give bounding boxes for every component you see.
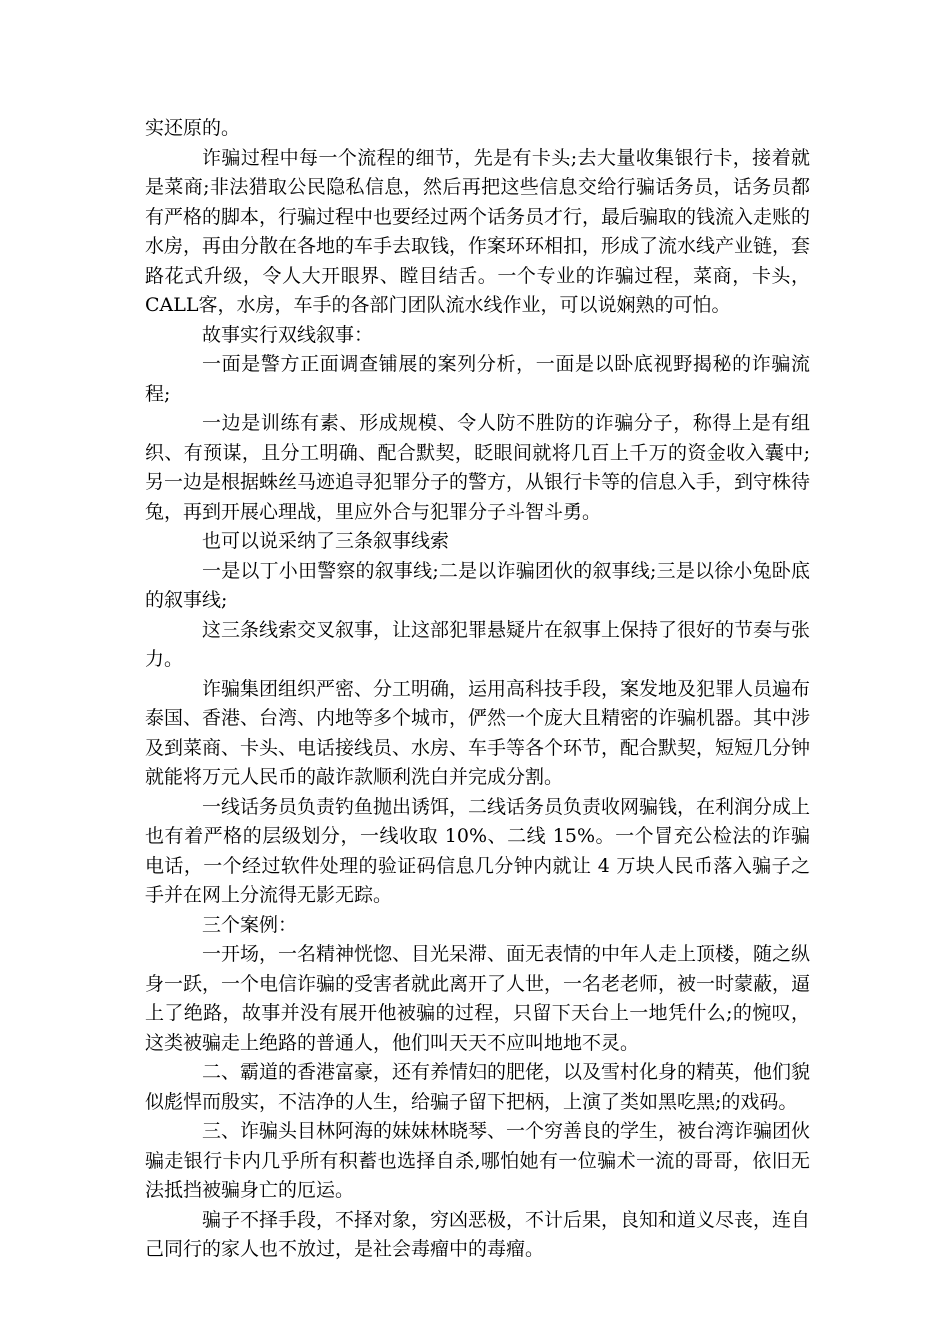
paragraph: 一开场，一名精神恍惚、目光呆滞、面无表情的中年人走上顶楼，随之纵身一跃，一个电信诈骗的受害者就此离开了人世，一名老老师，被一时蒙蔽，逼上了绝路，故事并没有展开他被骗的过程，只留下天台上一地凭什么;的惋叹，这类被骗走上绝路的普通人，他们叫天天不应叫地地不灵。: [145, 943, 811, 1054]
paragraph: 三个案例：: [202, 913, 298, 936]
paragraph: 诈骗过程中每一个流程的细节，先是有卡头;去大量收集银行卡，接着就是菜商;非法猎取公民隐私信息，然后再把这些信息交给行骗话务员，话务员都有严格的脚本，行骗过程中也要经过两个话务员才行，最后骗取的钱流入走账的水房，再由分散在各地的车手去取钱，作案环环相扣，形成了流水线产业链，套路花式升级，令人大开眼界、瞠目结舌。一个专业的诈骗过程，菜商，卡头，CALL客，水房，车手的各部门团队流水线作业，可以说娴熟的可怕。: [145, 146, 811, 316]
paragraph: 实还原的。: [145, 117, 241, 139]
paragraph: 这三条线索交叉叙事，让这部犯罪悬疑片在叙事上保持了很好的节奏与张力。: [145, 618, 811, 670]
paragraph: 骗子不择手段，不择对象，穷凶恶极，不计后果，良知和道义尽丧，连自己同行的家人也不放过，是社会毒瘤中的毒瘤。: [145, 1208, 811, 1260]
paragraph: 故事实行双线叙事：: [202, 323, 374, 346]
paragraph: 三、诈骗头目林阿海的妹妹林晓琴、一个穷善良的学生，被台湾诈骗团伙骗走银行卡内几乎所有积蓄也选择自杀,哪怕她有一位骗术一流的哥哥，依旧无法抵挡被骗身亡的厄运。: [145, 1120, 811, 1201]
paragraph: 一线话务员负责钓鱼抛出诱饵，二线话务员负责收网骗钱，在利润分成上也有着严格的层级划分，一线收取 10%、二线 15%。一个冒充公检法的诈骗电话，一个经过软件处理的验证码信息几分钟内就让 4 万块人民币落入骗子之手并在网上分流得无影无踪。: [145, 795, 811, 906]
paragraph: 诈骗集团组织严密、分工明确，运用高科技手段，案发地及犯罪人员遍布泰国、香港、台湾、内地等多个城市，俨然一个庞大且精密的诈骗机器。其中涉及到菜商、卡头、电话接线员、水房、车手等各个环节，配合默契，短短几分钟就能将万元人民币的敲诈款顺利洗白并完成分割。: [145, 677, 811, 788]
paragraph: 也可以说采纳了三条叙事线索: [202, 530, 450, 552]
paragraph: 一面是警方正面调查铺展的案列分析，一面是以卧底视野揭秘的诈骗流程;: [145, 353, 810, 405]
paragraph: 二、霸道的香港富豪，还有养情妇的肥佬，以及雪村化身的精英，他们貌似彪悍而殷实，不洁净的人生，给骗子留下把柄，上演了类如黑吃黑;的戏码。: [145, 1061, 811, 1113]
document-body: [145, 114, 810, 1265]
paragraph: 一边是训练有素、形成规模、令人防不胜防的诈骗分子，称得上是有组织、有预谋，且分工明确、配合默契，眨眼间就将几百上千万的资金收入囊中;另一边是根据蛛丝马迹追寻犯罪分子的警方，从银行卡等的信息入手，到守株待兔，再到开展心理战，里应外合与犯罪分子斗智斗勇。: [145, 412, 811, 523]
paragraph: 一是以丁小田警察的叙事线;二是以诈骗团伙的叙事线;三是以徐小兔卧底的叙事线;: [145, 559, 810, 611]
